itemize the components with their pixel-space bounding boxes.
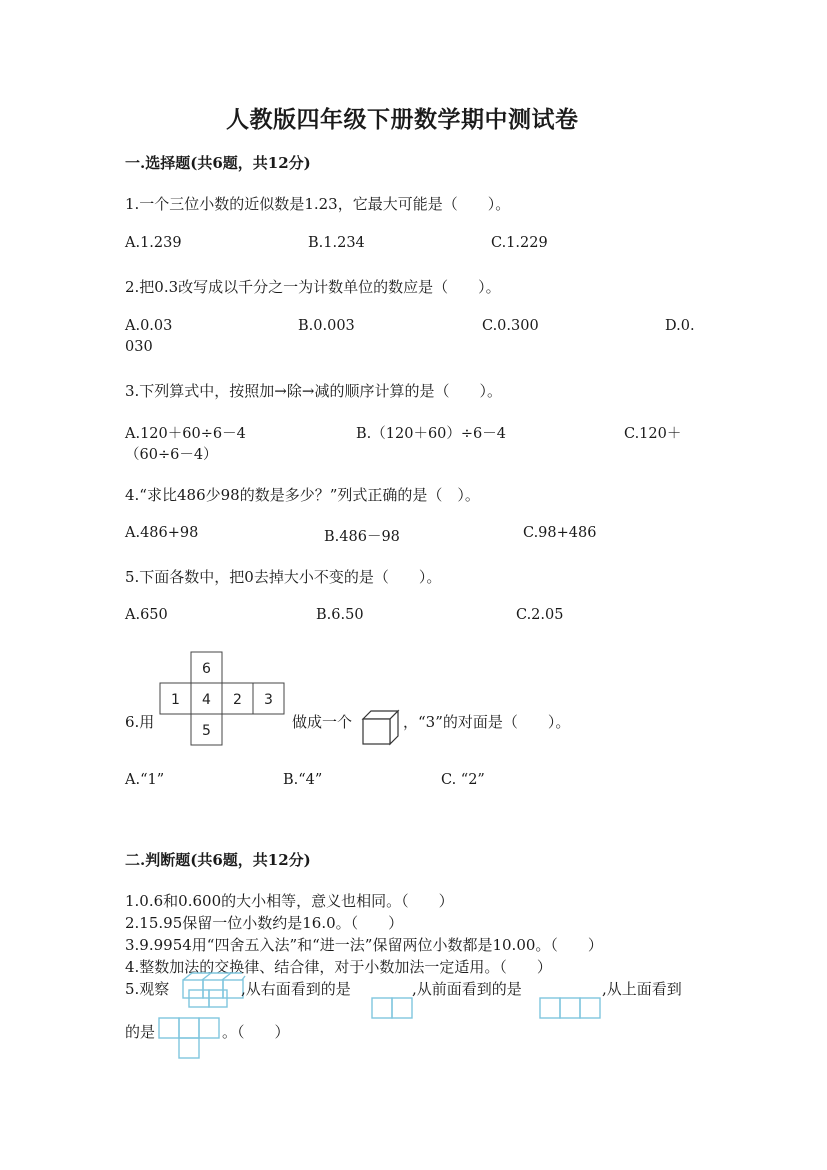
question-text: 1.一个三位小数的近似数是1.23，它最大可能是（ ）。: [125, 195, 511, 213]
question-text: 2.把0.3改写成以千分之一为计数单位的数应是（ ）。: [125, 278, 501, 296]
question-text: 4.“求比486少98的数是多少？”列式正确的是（ ）。: [125, 486, 480, 504]
option-c: C.1.229: [491, 235, 548, 251]
top-view-figure: [158, 1017, 222, 1061]
option-b: B.486－98: [324, 529, 400, 545]
front-view-figure: [539, 997, 603, 1019]
option-b: B.“4”: [283, 772, 323, 788]
judgement-item: 3.9.9954用“四舍五入法”和“进一法”保留两位小数都是10.00。（ ）: [125, 936, 603, 954]
section-heading: 一.选择题(共6题，共12分): [125, 154, 311, 172]
option-a: A.“1”: [125, 772, 165, 788]
net-face-right2: 3: [264, 692, 273, 708]
judgement-q5-p1: 5.观察: [125, 980, 170, 998]
right-view-figure: [371, 997, 415, 1019]
option-c: C. “2”: [441, 772, 485, 788]
question-text: 3.下列算式中，按照加→除→减的顺序计算的是（ ）。: [125, 382, 502, 400]
option-b: B.1.234: [308, 235, 365, 251]
judgement-q5-p3: ,从前面看到的是: [412, 980, 522, 998]
option-a: A.0.03: [125, 318, 173, 334]
option-a: A.1.239: [125, 235, 182, 251]
judgement-q5-p2: ,从右面看到的是: [241, 980, 351, 998]
question-text-middle: 做成一个: [292, 713, 353, 731]
net-face-bottom: 5: [202, 723, 211, 739]
question-text-prefix: 6.用: [125, 713, 155, 731]
option-c: C.98+486: [523, 525, 597, 541]
net-face-left: 1: [171, 692, 180, 708]
judgement-item: 2.15.95保留一位小数约是16.0。（ ）: [125, 914, 404, 932]
judgement-item: 1.0.6和0.600的大小相等，意义也相同。（ ）: [125, 892, 454, 910]
cube-icon: [361, 708, 401, 748]
option-c-wrap: （60÷6－4）: [125, 447, 218, 463]
option-a: A.486+98: [125, 525, 199, 541]
net-face-top: 6: [202, 661, 211, 677]
option-a: A.120＋60÷6－4: [125, 426, 246, 442]
net-face-center: 4: [202, 692, 211, 708]
option-b: B.6.50: [316, 607, 364, 623]
option-b: B.0.003: [298, 318, 355, 334]
option-a: A.650: [125, 607, 168, 623]
judgement-q5-p5: 的是: [125, 1023, 156, 1041]
option-c: C.0.300: [482, 318, 539, 334]
block-stack-figure: [175, 972, 239, 1008]
judgement-q5-p4: ,从上面看到: [602, 980, 682, 998]
page-title: 人教版四年级下册数学期中测试卷: [226, 106, 579, 133]
option-c: C.120＋: [624, 426, 682, 442]
option-d: D.0.: [665, 318, 695, 334]
question-text-suffix: ，“3”的对面是（ ）。: [403, 713, 571, 731]
judgement-item: 4.整数加法的交换律、结合律，对于小数加法一定适用。（ ）: [125, 958, 552, 976]
cube-net-figure: [159, 651, 289, 751]
net-face-right1: 2: [233, 692, 242, 708]
judgement-q5-p6: 。（ ）: [222, 1023, 290, 1041]
option-d-wrap: 030: [125, 339, 153, 355]
section-heading: 二.判断题(共6题，共12分): [125, 851, 311, 869]
option-b: B.（120＋60）÷6－4: [356, 426, 506, 442]
option-c: C.2.05: [516, 607, 564, 623]
question-text: 5.下面各数中，把0去掉大小不变的是（ ）。: [125, 568, 442, 586]
